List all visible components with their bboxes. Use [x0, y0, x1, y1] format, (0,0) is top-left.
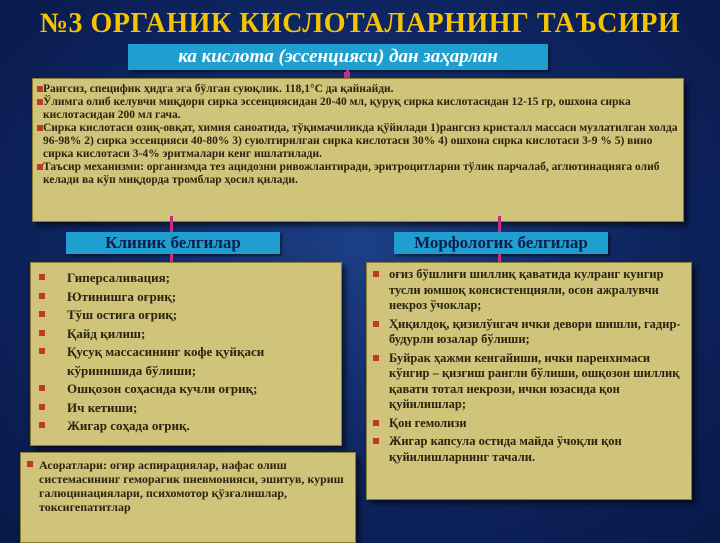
clinical-sign-text: Тўш остига оғриқ; [67, 307, 178, 322]
morphological-sign-text: Ҳиқилдоқ, қизилўнгач ички девори шишли, гадир-будурли юзалар бўлиши; [389, 316, 681, 346]
bullet-icon [39, 422, 45, 428]
clinical-sign-item [31, 417, 341, 436]
clinical-sign-text: Ютинишга оғриқ; [67, 288, 177, 304]
clinical-sign-text: Ошқозон соҳасида кучли оғриқ; [67, 381, 258, 396]
bullet-icon [39, 330, 45, 336]
bullet-icon [373, 321, 379, 327]
clinical-sign-text: Қайд қилиш; [67, 325, 146, 341]
morphological-signs-header: Морфологик белгилар [394, 232, 608, 254]
morphological-sign-item [367, 267, 691, 314]
complications-box [20, 452, 356, 543]
description-item [33, 83, 683, 96]
bullet-icon [39, 293, 45, 299]
clinical-sign-text: Қусуқ массасининг кофе қуйқаси кўринишида бўлиши; [67, 344, 265, 378]
morphological-sign-text: Буйрак ҳажми кенгайиши, ички паренхимаси кўнгир – қизғиш рангли бўлиши, ошқозон шиллиқ қавати тотал некрози, ички юзасида қон қуйилишлар; [389, 350, 680, 411]
clinical-sign-item [31, 269, 341, 288]
complications-text: Асоратлари: огир аспирациялар, нафас олиш системасининг геморагик пневмонияси, эшитув, куриш галюцинациялари, психомотор қўзғалишлар, токсигепатитлар [39, 458, 344, 514]
bullet-icon [39, 404, 45, 410]
morphological-sign-item [367, 434, 691, 465]
bullet-icon [39, 311, 45, 317]
clinical-signs-box [30, 262, 342, 446]
complications-item [21, 458, 355, 514]
clinical-sign-item [31, 343, 341, 380]
clinical-sign-item [31, 380, 341, 399]
bullet-icon [37, 164, 43, 170]
morphological-sign-item [367, 351, 691, 413]
bullet-icon [373, 355, 379, 361]
bullet-icon [37, 125, 43, 131]
slide-subtitle: ка кислота (эссенцияси) дан заҳарлан [128, 44, 548, 70]
description-text: Рангсиз, специфик ҳидга эга бўлган суюқлик. 118,1°С да қайнайди. [43, 83, 394, 95]
bullet-icon [39, 274, 45, 280]
morphological-sign-text: Жигар капсула остида майда ўчоқли қон қуйилишларнинг тачали. [389, 434, 622, 464]
bullet-icon [39, 348, 45, 354]
clinical-sign-text: Гиперсаливация; [67, 270, 170, 285]
description-item [33, 161, 683, 187]
morphological-sign-item [367, 317, 691, 348]
morphological-signs-box [366, 262, 692, 500]
description-box [32, 78, 684, 222]
description-text: Сирка кислотаси озиқ-овқат, химия саноатида, тўқимачиликда қўйилади 1)рангсиз кристалл массаси музлатилган холда 96-98% 2) сирка эссенцияси 40-80% 3) суюлтирилган сирка кислотаси 30% 4) ошхона сирка кислотаси 3-9 % 5) вино сирка кислотаси 3-4% эритмалари кенг ишлатилади. [43, 122, 678, 160]
bullet-icon [37, 86, 43, 92]
clinical-sign-item [31, 399, 341, 418]
description-text: Ўлимга олиб келувчи миқдори сирка эссенциясидан 20-40 мл, қуруқ сирка кислотасидан 12-15 гр, ошхона сирка кислотасидан 200 мл гача. [43, 96, 631, 121]
clinical-sign-item [31, 325, 341, 344]
bullet-icon [39, 385, 45, 391]
slide-title: №3 ОРГАНИК КИСЛОТАЛАРНИНГ ТАЪСИРИ [39, 8, 681, 39]
morphological-sign-text: Қон гемолизи [389, 415, 467, 430]
clinical-signs-header: Клиник белгилар [66, 232, 280, 254]
clinical-sign-text: Ич кетиши; [67, 399, 138, 415]
description-item [33, 96, 683, 122]
bullet-icon [373, 420, 379, 426]
bullet-icon [27, 461, 33, 467]
clinical-sign-item [31, 288, 341, 307]
connector-left-2 [170, 254, 173, 262]
description-text: Таъсир механизми: организмда тез ацидозни ривожлантиради, эритроцитларни тўлик парчалаб, аглютинацияга олиб келади ва кўп миқдорда тромблар ҳосил қилади. [43, 161, 660, 186]
morphological-sign-item [367, 416, 691, 432]
morphological-sign-text: оғиз бўшлиғи шиллиқ қаватида кулранг кунгир тусли юмшоқ консистенцияли, осон ажралувчи некроз ўчоклар; [389, 267, 664, 312]
bullet-icon [373, 438, 379, 444]
bullet-icon [37, 99, 43, 105]
clinical-sign-item [31, 306, 341, 325]
bullet-icon [373, 271, 379, 277]
description-item [33, 122, 683, 161]
clinical-sign-text: Жигар соҳада оғриқ. [67, 418, 190, 433]
connector-right-2 [498, 254, 501, 262]
